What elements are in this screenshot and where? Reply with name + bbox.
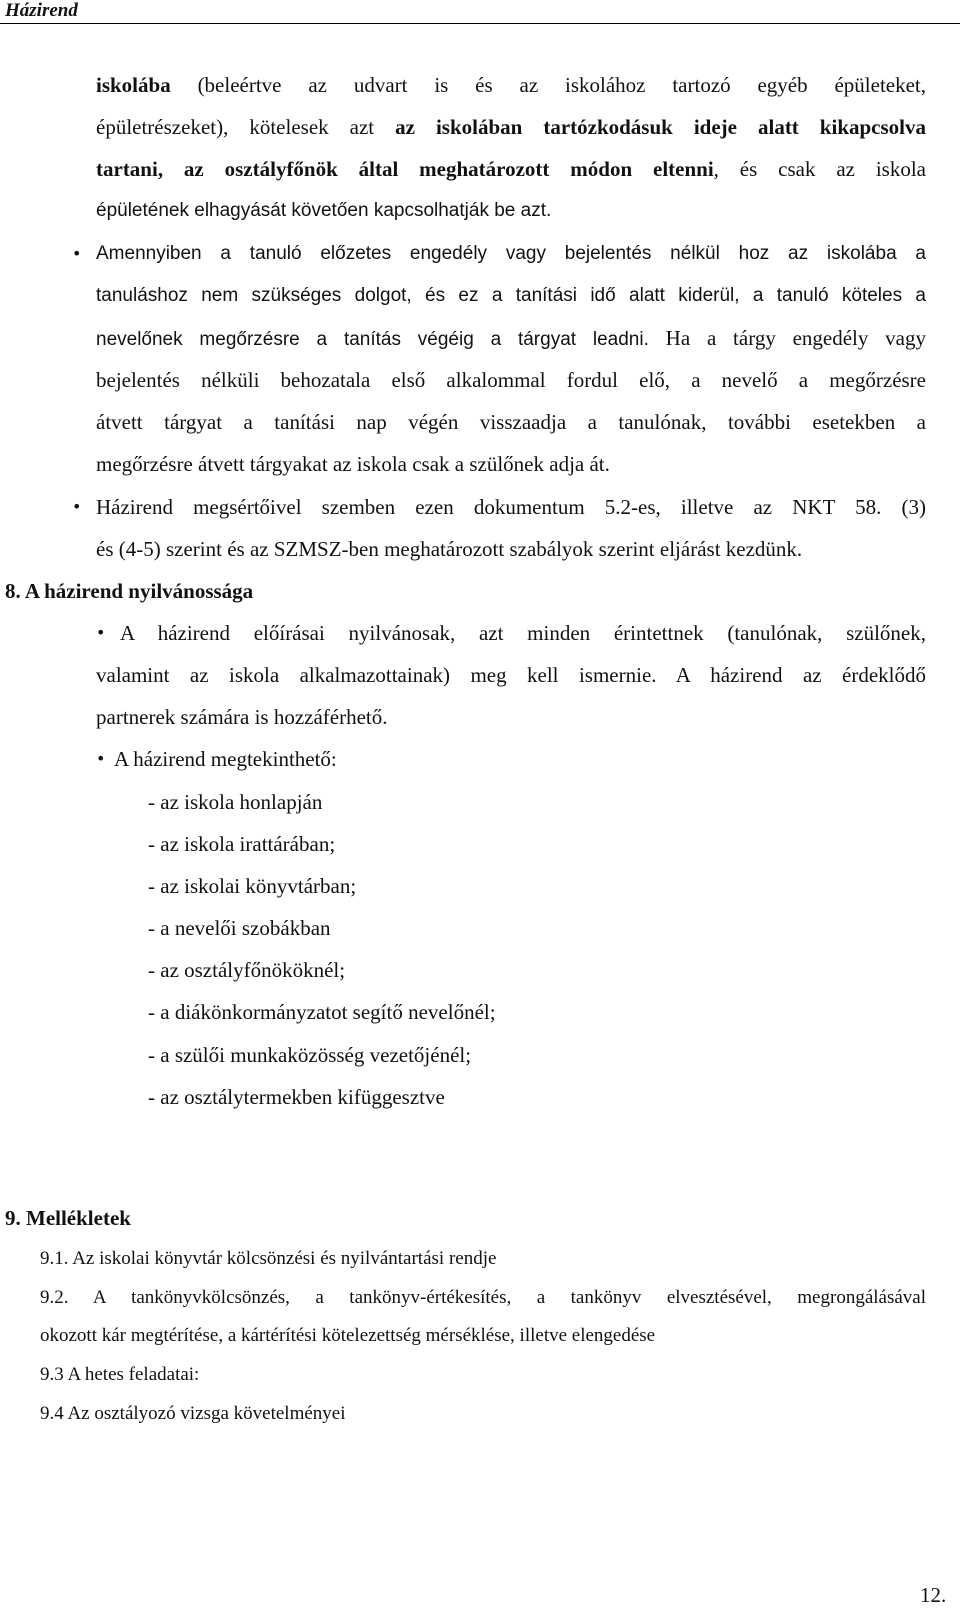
location-item: - az osztályfőnököknél; xyxy=(148,958,346,982)
location-item: - az iskolai könyvtárban; xyxy=(148,874,357,898)
header-divider xyxy=(0,23,960,24)
location-item: - az iskola honlapján xyxy=(148,790,323,814)
appendix-item: 9.3 A hetes feladatai: xyxy=(40,1364,200,1385)
para1-line2 xyxy=(96,114,926,140)
section8-bullet1-line2: valamint az iskola alkalmazottainak) meg kell ismernie. A házirend az érdeklődő xyxy=(96,663,926,687)
location-item: - a szülői munkaközösség vezetőjénél; xyxy=(148,1043,472,1067)
appendix-item: 9.2. A tankönyvkölcsönzés, a tankönyv-értékesítés, a tankönyv elvesztésével, megrongálásával xyxy=(40,1287,926,1308)
bullet1-line1: Amennyiben a tanuló előzetes engedély vagy bejelentés nélkül hoz az iskolába a xyxy=(96,243,926,264)
page-header xyxy=(0,0,960,24)
bullet1-line6: megőrzésre átvett tárgyakat az iskola csak a szülőnek adja át. xyxy=(96,452,610,476)
para1-bold-3: tartani, az osztályfőnök által meghatározott módon eltenni xyxy=(96,157,714,181)
appendix-item: 9.1. Az iskolai könyvtár kölcsönzési és nyilvántartási rendje xyxy=(40,1248,497,1269)
bullet1-line5: átvett tárgyat a tanítási nap végén visszaadja a tanulónak, további esetekben a xyxy=(96,410,926,434)
para1-bold-1: iskolába xyxy=(96,73,171,97)
bullet1-line3b: Ha a tárgy engedély vagy xyxy=(665,326,926,350)
bullet1-line3 xyxy=(96,325,926,353)
bullet-dot-icon: • xyxy=(72,497,82,516)
bullet-dot-icon: • xyxy=(96,623,106,642)
location-item: - az osztálytermekben kifüggesztve xyxy=(148,1085,445,1109)
page-number: 12. xyxy=(920,1583,947,1607)
appendix-item: 9.4 Az osztályozó vizsga követelményei xyxy=(40,1403,346,1424)
section8-heading: 8. A házirend nyilvánossága xyxy=(5,579,254,603)
bullet1-line4: bejelentés nélküli behozatala első alkalommal fordul elő, a nevelő a megőrzésre xyxy=(96,368,926,392)
location-item: - a nevelői szobákban xyxy=(148,916,331,940)
appendix-item-continuation: okozott kár megtérítése, a kártérítési kötelezettség mérséklése, illetve elengedése xyxy=(40,1325,656,1346)
section9-heading: 9. Mellékletek xyxy=(5,1206,131,1230)
para1-text-3: , és csak az iskola xyxy=(713,157,926,181)
section8-bullet2-intro: A házirend megtekinthető: xyxy=(114,747,337,771)
para1-line1 xyxy=(96,72,926,98)
header-title: Házirend xyxy=(5,0,78,21)
section8-bullet1-line1: A házirend előírásai nyilvánosak, azt minden érintettnek (tanulónak, szülőnek, xyxy=(120,621,926,645)
location-item: - az iskola irattárában; xyxy=(148,832,336,856)
para1-line3 xyxy=(96,156,926,182)
location-item: - a diákönkormányzatot segítő nevelőnél; xyxy=(148,1000,496,1024)
para1-line4: épületének elhagyását követően kapcsolhatják be azt. xyxy=(96,200,552,221)
para1-text-1: (beleértve az udvart is és az iskolához tartozó egyéb épületeket, xyxy=(197,73,927,97)
bullet1-line2: tanuláshoz nem szükséges dolgot, és ez a tanítási idő alatt kiderül, a tanuló köteles a xyxy=(96,285,926,306)
para1-text-2: épületrészeket), kötelesek azt xyxy=(96,115,375,139)
bullet-dot-icon: • xyxy=(96,749,106,768)
bullet2-line2: és (4-5) szerint és az SZMSZ-ben meghatározott szabályok szerint eljárást kezdünk. xyxy=(96,537,803,561)
bullet1-line3a: nevelőnek megőrzésre a tanítás végéig a tárgyat leadni. xyxy=(96,329,649,350)
section8-bullet1-line3: partnerek számára is hozzáférhető. xyxy=(96,705,388,729)
bullet-dot-icon: • xyxy=(72,244,82,263)
para1-bold-2: az iskolában tartózkodásuk ideje alatt kikapcsolva xyxy=(395,115,927,139)
bullet2-line1: Házirend megsértőivel szemben ezen dokumentum 5.2-es, illetve az NKT 58. (3) xyxy=(96,495,926,519)
